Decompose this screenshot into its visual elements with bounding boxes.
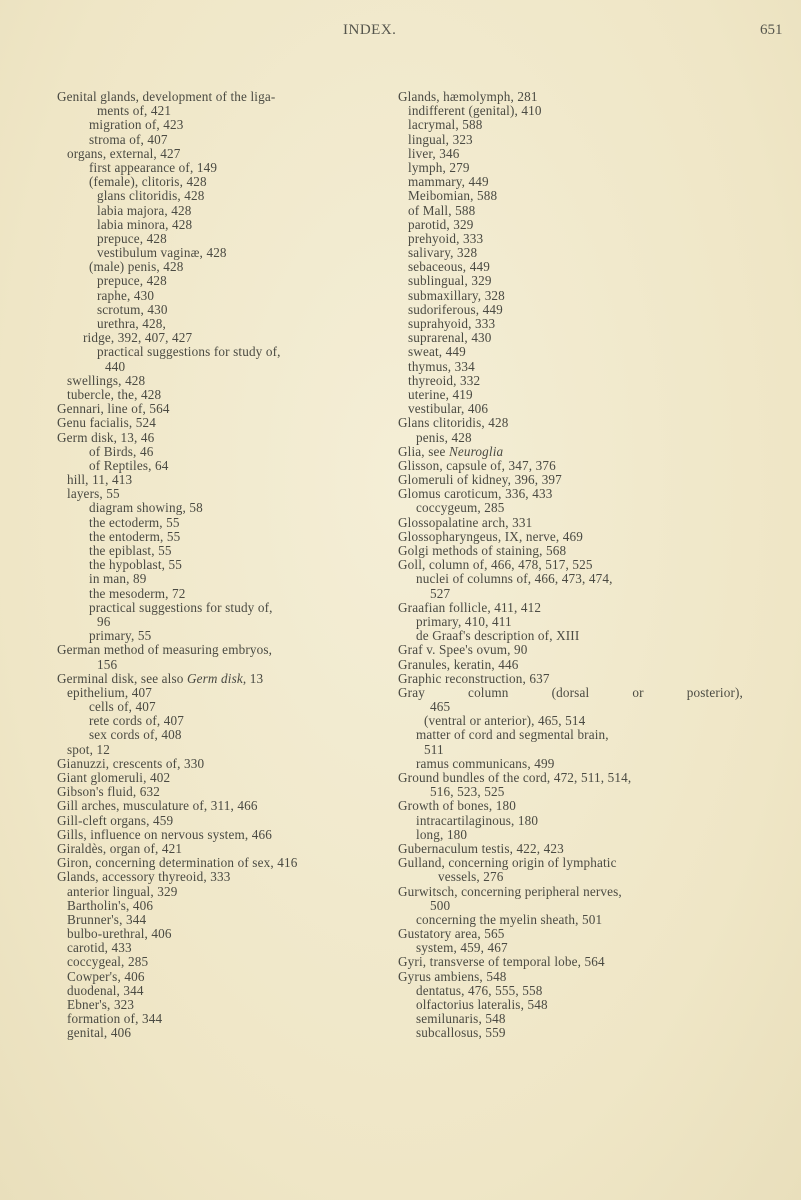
- index-entry: [398, 955, 743, 969]
- index-entry-text: Giant glomeruli, 402: [57, 770, 171, 785]
- index-entry: [398, 998, 743, 1012]
- index-entry-text: prepuce, 428: [97, 273, 167, 289]
- index-entry: [57, 785, 402, 799]
- index-entry-text: Graafian follicle, 411, 412: [398, 599, 542, 615]
- index-entry: [398, 161, 743, 175]
- index-entry-text: Cowper's, 406: [67, 968, 145, 984]
- index-entry: [57, 572, 402, 586]
- index-entry: [398, 487, 743, 501]
- page-number: 651: [760, 22, 783, 38]
- index-entry-text: Gray column (dorsal or posterior),: [398, 684, 743, 700]
- index-entry-text: penis, 428: [416, 429, 472, 445]
- index-entry-text: uterine, 419: [408, 386, 473, 402]
- index-entry: [57, 530, 402, 544]
- index-entry-text: carotid, 433: [67, 940, 132, 956]
- index-entry-text: lymph, 279: [408, 159, 470, 175]
- index-entry-text: lingual, 323: [408, 131, 473, 147]
- index-entry-text: Golgi methods of staining, 568: [398, 543, 567, 558]
- index-entry: [398, 785, 743, 799]
- index-entry: [57, 360, 402, 374]
- index-entry: [57, 870, 402, 884]
- index-entry: [398, 870, 743, 884]
- index-entry-text: vessels, 276: [438, 869, 504, 885]
- index-entry: [57, 90, 402, 104]
- index-entry: [57, 743, 402, 757]
- index-entry: [57, 246, 402, 260]
- index-entry-text: olfactorius lateralis, 548: [416, 997, 548, 1012]
- index-entry-text: practical suggestions for study of,: [89, 599, 273, 615]
- index-entry: [398, 970, 743, 984]
- index-entry: [57, 289, 402, 303]
- index-entry: [57, 104, 402, 118]
- index-entry: [398, 799, 743, 813]
- index-entry-text: 527: [430, 585, 451, 601]
- page-header: [0, 22, 801, 44]
- index-column-right: [398, 90, 743, 1041]
- index-entry-text: Gill arches, musculature of, 311, 466: [57, 798, 258, 814]
- index-entry: [398, 686, 743, 700]
- index-entry: [57, 345, 402, 359]
- index-entry-text: sweat, 449: [408, 344, 466, 360]
- index-entry: [398, 828, 743, 842]
- index-entry-text: 156: [97, 656, 118, 672]
- index-entry-text: Gyri, transverse of temporal lobe, 564: [398, 954, 605, 970]
- index-entry: [57, 133, 402, 147]
- index-entry-text: Giron, concerning determination of sex, 416: [57, 855, 298, 871]
- index-entry-text: Ebner's, 323: [67, 997, 135, 1012]
- index-entry: [57, 1026, 402, 1040]
- index-entry-text: semilunaris, 548: [416, 1011, 506, 1027]
- index-entry: [398, 913, 743, 927]
- index-entry: [398, 246, 743, 260]
- index-entry-text: 465: [430, 699, 451, 715]
- index-entry: [398, 856, 743, 870]
- index-entry-text: sex cords of, 408: [89, 727, 182, 743]
- index-entry: [57, 828, 402, 842]
- index-entry-text: system, 459, 467: [416, 940, 508, 956]
- index-entry-text: genital, 406: [67, 1025, 132, 1041]
- index-entry: [57, 700, 402, 714]
- index-entry: [398, 416, 743, 430]
- index-entry: [57, 147, 402, 161]
- index-entry-text: rete cords of, 407: [89, 713, 184, 729]
- index-entry-text: migration of, 423: [89, 117, 184, 133]
- index-entry-text: Gulland, concerning origin of lymphatic: [398, 855, 617, 871]
- index-entry-text: 96: [97, 613, 111, 629]
- index-entry: [398, 615, 743, 629]
- index-entry-text: the ectoderm, 55: [89, 514, 180, 530]
- index-entry-text: vestibular, 406: [408, 401, 489, 417]
- index-entry: [57, 629, 402, 643]
- index-entry: [398, 147, 743, 161]
- index-entry: [57, 643, 402, 657]
- index-entry: [57, 260, 402, 274]
- index-entry: [57, 587, 402, 601]
- index-entry-text: Gibson's fluid, 632: [57, 784, 161, 800]
- index-entry: [398, 459, 743, 473]
- index-entry: [57, 899, 402, 913]
- index-entry: [398, 643, 743, 657]
- index-entry: [57, 842, 402, 856]
- index-entry: [57, 232, 402, 246]
- index-entry-text: concerning the myelin sheath, 501: [416, 911, 603, 927]
- index-entry: [57, 814, 402, 828]
- index-entry: [398, 90, 743, 104]
- index-entry-text: Glands, hæmolymph, 281: [398, 89, 538, 104]
- index-entry-text: spot, 12: [67, 741, 110, 757]
- index-entry: [398, 658, 743, 672]
- index-entry-text: Genu facialis, 524: [57, 415, 157, 431]
- index-entry-text: liver, 346: [408, 145, 460, 161]
- index-entry-text: sublingual, 329: [408, 273, 492, 289]
- index-entry: [57, 686, 402, 700]
- index-entry: [57, 927, 402, 941]
- index-entry-text: Growth of bones, 180: [398, 798, 517, 814]
- index-entry: [57, 1012, 402, 1026]
- index-entry: [398, 516, 743, 530]
- index-entry: [57, 913, 402, 927]
- index-cross-reference: Germ disk: [186, 670, 243, 686]
- index-entry-text: layers, 55: [67, 486, 120, 502]
- index-entry: [57, 189, 402, 203]
- index-entry-text: primary, 55: [89, 628, 152, 644]
- index-entry: [398, 728, 743, 742]
- index-entry-text: subcallosus, 559: [416, 1025, 506, 1041]
- index-entry: [398, 133, 743, 147]
- index-entry-text: urethra, 428,: [97, 316, 166, 331]
- index-entry-text: matter of cord and segmental brain,: [416, 727, 609, 743]
- index-entry-text: (female), clitoris, 428: [89, 174, 207, 190]
- index-entry-text: Glomus caroticum, 336, 433: [398, 486, 553, 502]
- index-entry-suffix: , 13: [242, 670, 264, 686]
- index-entry: [57, 601, 402, 615]
- index-entry-text: thyreoid, 332: [408, 372, 481, 388]
- index-entry-text: cells of, 407: [89, 699, 156, 715]
- index-entry-text: in man, 89: [89, 571, 147, 587]
- index-entry-text: Glossopalatine arch, 331: [398, 514, 533, 530]
- index-entry: [57, 998, 402, 1012]
- index-entry: [57, 714, 402, 728]
- index-entry-text: Glands, accessory thyreoid, 333: [57, 869, 231, 885]
- index-entry: [398, 388, 743, 402]
- index-entry: [57, 856, 402, 870]
- index-entry-text: Ground bundles of the cord, 472, 511, 514,: [398, 770, 632, 785]
- index-entry: [57, 473, 402, 487]
- running-title: INDEX.: [343, 22, 397, 38]
- index-entry: [398, 572, 743, 586]
- index-entry-text: Gubernaculum testis, 422, 423: [398, 840, 564, 856]
- index-entry: [57, 955, 402, 969]
- index-entry-text: labia majora, 428: [97, 202, 192, 218]
- index-entry-text: Gyrus ambiens, 548: [398, 968, 507, 984]
- index-entry: [57, 303, 402, 317]
- index-entry-text: 440: [105, 358, 126, 374]
- index-entry: [57, 558, 402, 572]
- index-entry: [57, 672, 402, 686]
- index-entry-text: lacrymal, 588: [408, 117, 483, 133]
- index-entry-text: German method of measuring embryos,: [57, 642, 273, 658]
- index-entry-text: prepuce, 428: [97, 230, 167, 246]
- index-entry: [398, 1012, 743, 1026]
- index-entry-text: the entoderm, 55: [89, 528, 181, 544]
- index-entry: [398, 289, 743, 303]
- index-entry: [398, 303, 743, 317]
- index-entry: [398, 544, 743, 558]
- index-entry-text: Meibomian, 588: [408, 188, 498, 204]
- index-entry-text: Glans clitoridis, 428: [398, 415, 509, 431]
- index-entry: [398, 629, 743, 643]
- index-entry: [57, 757, 402, 771]
- index-entry-text: Genital glands, development of the liga-: [57, 89, 276, 104]
- index-entry-text: the hypoblast, 55: [89, 557, 183, 573]
- index-entry-text: intracartilaginous, 180: [416, 812, 539, 828]
- index-entry-text: mammary, 449: [408, 174, 489, 190]
- index-entry: [57, 274, 402, 288]
- index-entry: [398, 402, 743, 416]
- index-entry: [398, 317, 743, 331]
- index-entry-text: primary, 410, 411: [416, 613, 512, 629]
- index-entry-text: Gills, influence on nervous system, 466: [57, 826, 272, 842]
- index-entry-text: glans clitoridis, 428: [97, 188, 205, 204]
- index-entry: [57, 658, 402, 672]
- index-entry-text: salivary, 328: [408, 245, 478, 261]
- index-entry: [398, 360, 743, 374]
- index-entry-text: the mesoderm, 72: [89, 585, 186, 601]
- index-entry: [398, 672, 743, 686]
- index-entry-text: coccygeum, 285: [416, 500, 505, 516]
- index-entry: [57, 984, 402, 998]
- index-entry: [398, 218, 743, 232]
- index-entry: [398, 374, 743, 388]
- index-entry-text: of Reptiles, 64: [89, 457, 169, 473]
- index-entry-text: 511: [424, 741, 444, 757]
- index-entry-text: suprahyoid, 333: [408, 316, 496, 331]
- index-entry-text: Granules, keratin, 446: [398, 656, 519, 672]
- index-entry-text: duodenal, 344: [67, 982, 144, 998]
- index-entry-text: swellings, 428: [67, 372, 146, 388]
- index-entry-text: raphe, 430: [97, 287, 155, 303]
- index-entry-text: epithelium, 407: [67, 684, 153, 700]
- index-entry: [57, 615, 402, 629]
- index-entry-text: thymus, 334: [408, 358, 475, 374]
- index-entry-text: of Mall, 588: [408, 202, 476, 218]
- index-entry-text: first appearance of, 149: [89, 159, 218, 175]
- index-entry: [57, 317, 402, 331]
- index-entry-text: the epiblast, 55: [89, 543, 172, 558]
- index-entry: [398, 700, 743, 714]
- index-entry: [57, 218, 402, 232]
- index-entry-text: Glossopharyngeus, IX, nerve, 469: [398, 528, 583, 544]
- index-entry: [398, 814, 743, 828]
- index-entry-text: bulbo-urethral, 406: [67, 926, 172, 942]
- index-entry: [398, 757, 743, 771]
- index-entry: [57, 445, 402, 459]
- index-entry-text: ridge, 392, 407, 427: [83, 330, 193, 346]
- index-entry-text: scrotum, 430: [97, 301, 168, 317]
- index-entry: [57, 204, 402, 218]
- index-entry-text: Gill-cleft organs, 459: [57, 812, 174, 828]
- index-entry: [398, 587, 743, 601]
- index-entry-text: nuclei of columns of, 466, 473, 474,: [416, 571, 613, 587]
- index-entry: [398, 189, 743, 203]
- index-entry-text: Graf v. Spee's ovum, 90: [398, 642, 528, 658]
- index-entry-text: Glomeruli of kidney, 396, 397: [398, 472, 562, 488]
- index-entry: [398, 601, 743, 615]
- index-entry: [398, 842, 743, 856]
- index-entry-text: anterior lingual, 329: [67, 883, 178, 899]
- index-entry-text: of Birds, 46: [89, 443, 154, 459]
- index-entry: [398, 558, 743, 572]
- index-entry: [57, 402, 402, 416]
- index-entry: [398, 274, 743, 288]
- index-entry: [398, 232, 743, 246]
- index-entry-text: sudoriferous, 449: [408, 301, 503, 317]
- index-entry-text: 500: [430, 897, 451, 913]
- index-entry: [57, 431, 402, 445]
- index-entry: [57, 728, 402, 742]
- index-entry: [57, 771, 402, 785]
- index-entry: [57, 941, 402, 955]
- index-entry: [398, 104, 743, 118]
- index-entry: [57, 161, 402, 175]
- index-entry: [57, 501, 402, 515]
- index-entry-text: de Graaf's description of, XIII: [416, 628, 580, 644]
- index-entry-text: Graphic reconstruction, 637: [398, 670, 550, 686]
- index-entry-text: Glia, see: [398, 443, 449, 459]
- index-entry: [57, 118, 402, 132]
- index-entry-text: labia minora, 428: [97, 216, 193, 232]
- index-entry-text: dentatus, 476, 555, 558: [416, 982, 543, 998]
- index-entry: [398, 530, 743, 544]
- index-entry: [398, 899, 743, 913]
- index-entry: [398, 431, 743, 445]
- index-entry-text: prehyoid, 333: [408, 230, 484, 246]
- index-entry-text: sebaceous, 449: [408, 259, 490, 275]
- index-entry: [398, 771, 743, 785]
- index-entry: [398, 175, 743, 189]
- index-entry: [398, 941, 743, 955]
- index-entry: [398, 714, 743, 728]
- index-entry: [57, 970, 402, 984]
- index-entry: [57, 416, 402, 430]
- index-entry-text: Germ disk, 13, 46: [57, 429, 155, 445]
- index-entry: [398, 260, 743, 274]
- index-entry-text: Gennari, line of, 564: [57, 401, 170, 417]
- index-entry: [398, 345, 743, 359]
- index-entry: [398, 743, 743, 757]
- index-entry-text: long, 180: [416, 826, 468, 842]
- index-entry-text: Giraldès, organ of, 421: [57, 840, 183, 856]
- index-entry-text: Brunner's, 344: [67, 911, 147, 927]
- index-entry: [398, 473, 743, 487]
- index-entry-text: suprarenal, 430: [408, 330, 492, 346]
- index-entry: [398, 204, 743, 218]
- index-entry-text: Goll, column of, 466, 478, 517, 525: [398, 557, 593, 573]
- index-entry: [57, 516, 402, 530]
- index-entry: [57, 374, 402, 388]
- index-entry: [57, 487, 402, 501]
- index-entry: [57, 331, 402, 345]
- index-entry: [57, 175, 402, 189]
- index-entry-text: Gustatory area, 565: [398, 926, 505, 942]
- index-entry-text: Glisson, capsule of, 347, 376: [398, 457, 556, 473]
- index-entry-text: Gianuzzi, crescents of, 330: [57, 755, 205, 771]
- index-entry: [398, 1026, 743, 1040]
- index-column-left: [57, 90, 402, 1041]
- index-entry-text: ments of, 421: [97, 103, 172, 119]
- index-entry-text: ramus communicans, 499: [416, 755, 555, 771]
- index-entry-text: organs, external, 427: [67, 145, 181, 161]
- index-entry-text: formation of, 344: [67, 1011, 163, 1027]
- index-entry-text: practical suggestions for study of,: [97, 344, 281, 360]
- index-entry-text: (ventral or anterior), 465, 514: [424, 713, 586, 729]
- index-entry: [398, 118, 743, 132]
- index-entry-text: diagram showing, 58: [89, 500, 203, 516]
- index-entry-text: stroma of, 407: [89, 131, 168, 147]
- index-entry-text: submaxillary, 328: [408, 287, 505, 303]
- index-entry-text: parotid, 329: [408, 216, 474, 232]
- index-entry-text: tubercle, the, 428: [67, 386, 162, 402]
- index-entry: [57, 544, 402, 558]
- index-entry-text: hill, 11, 413: [67, 472, 133, 488]
- index-cross-reference: Neuroglia: [448, 443, 504, 459]
- index-entry-text: 516, 523, 525: [430, 784, 505, 800]
- index-entry: [57, 459, 402, 473]
- index-entry-text: indifferent (genital), 410: [408, 103, 542, 119]
- index-entry: [398, 331, 743, 345]
- index-entry: [398, 501, 743, 515]
- index-entry-text: Germinal disk, see also: [57, 670, 187, 686]
- index-entry: [57, 885, 402, 899]
- index-entry: [398, 885, 743, 899]
- index-entry-text: coccygeal, 285: [67, 954, 149, 970]
- index-entry-text: Bartholin's, 406: [67, 897, 154, 913]
- index-entry: [398, 984, 743, 998]
- index-entry: [57, 388, 402, 402]
- index-entry-text: vestibulum vaginæ, 428: [97, 245, 227, 261]
- index-entry: [398, 445, 743, 459]
- index-entry: [398, 927, 743, 941]
- index-entry: [57, 799, 402, 813]
- index-entry-text: Gurwitsch, concerning peripheral nerves,: [398, 883, 622, 899]
- index-entry-text: (male) penis, 428: [89, 259, 184, 275]
